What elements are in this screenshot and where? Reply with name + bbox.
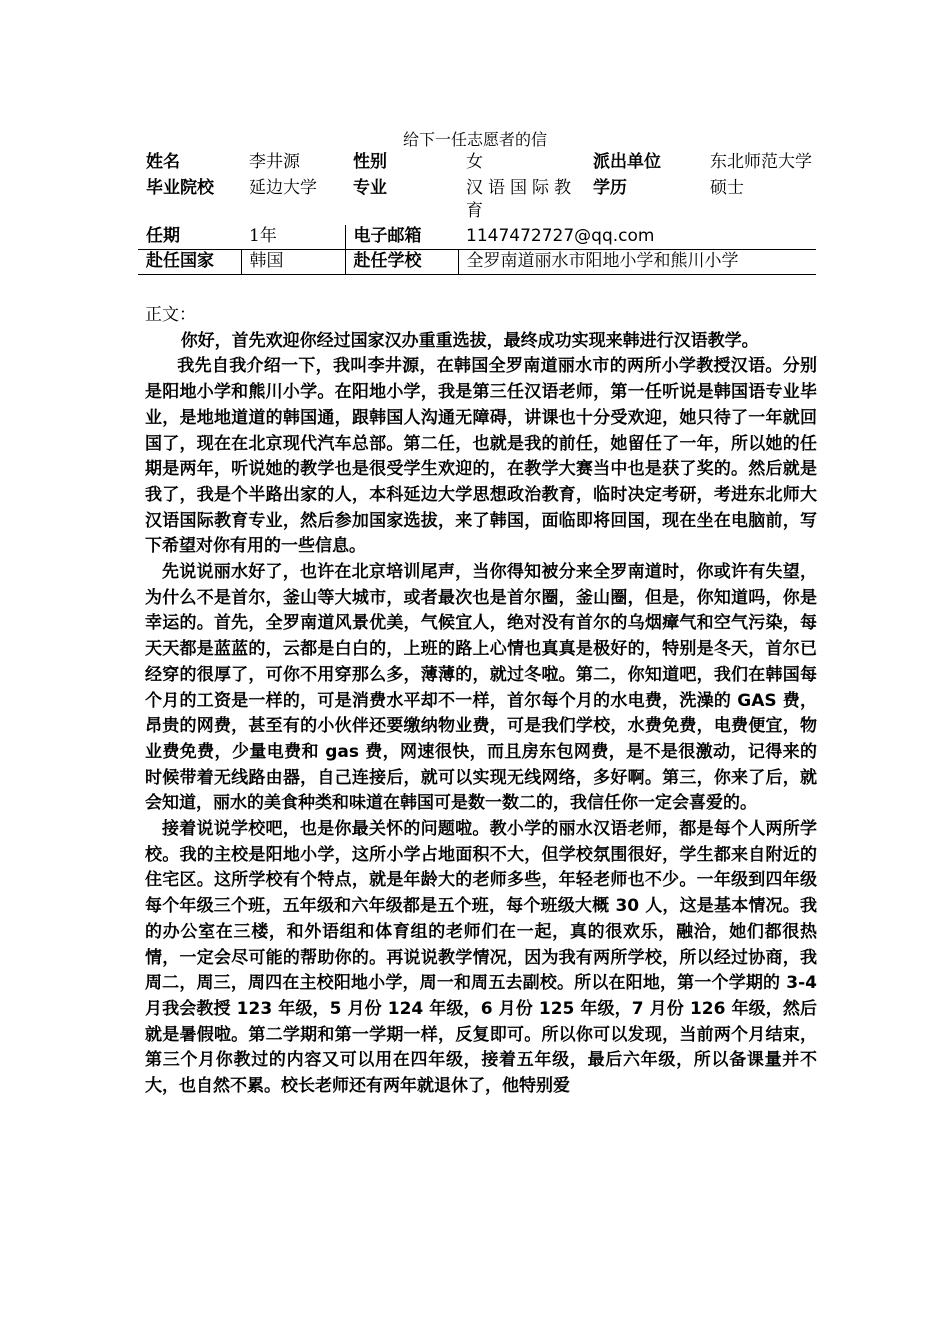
email-value: 1147472727@qq.com xyxy=(458,225,816,250)
school-label: 毕业院校 xyxy=(146,178,214,198)
info-row xyxy=(138,150,816,176)
post-value: 全罗南道丽水市阳地小学和熊川小学 xyxy=(458,250,816,275)
school-value: 延边大学 xyxy=(249,178,317,198)
paragraph-school: 接着说说学校吧，也是你最关怀的问题啦。教小学的丽水汉语老师，都是每个人两所学校。我的主校是阳地小学，这所小学占地面积不大，但学校氛围很好，学生都来自附近的住宅区。这所学校有个特点，就是年龄大的老师多些，年轻老师也不少。一年级到四年级每个年级三个班，五年级和六年级都是五个班，每个班级大概 30 人，这是基本情况。我的办公室在三楼，和外语组和体育组的老师们在一起，真的很欢乐，融洽，她们都很热情，一定会尽可能的帮助你的。再说说教学情况，因为我有两所学校，所以经过协商，我周二，周三，周四在主校阳地小学，周一和周五去副校。所以在阳地，第一个学期的 3-4 月我会教授 123 年级，5 月份 124 年级，6 月份 125 年级，7 月份 126 年级，然后就是暑假啦。第二学期和第一学期一样，反复即可。所以你可以发现，当前两个月结束，第三个月你教过的内容又可以用在四年级，接着五年级，最后六年级，所以备课量并不大，也自然不累。校长老师还有两年就退休了，他特别爱 xyxy=(145,819,817,1097)
country-label: 赴任国家 xyxy=(138,250,241,275)
info-row xyxy=(138,250,816,275)
volunteer-info-table xyxy=(138,150,816,275)
document-title: 给下一任志愿者的信 xyxy=(402,130,547,149)
major-value: 汉语国际教育 xyxy=(466,178,576,221)
degree-value: 硕士 xyxy=(710,178,744,198)
paragraph-greeting: 你好，首先欢迎你经过国家汉办重重选拔，最终成功实现来韩进行汉语教学。 xyxy=(180,330,759,351)
degree-label: 学历 xyxy=(593,178,627,198)
unit-value: 东北师范大学 xyxy=(710,152,812,172)
email-label: 电子邮箱 xyxy=(345,225,458,250)
post-label: 赴任学校 xyxy=(345,250,458,275)
info-row xyxy=(138,176,816,225)
name-value: 李井源 xyxy=(249,152,300,172)
paragraph-yeosu: 先说说丽水好了，也许在北京培训尾声，当你得知被分来全罗南道时，你或许有失望，为什么不是首尔，釜山等大城市，或者最次也是首尔圈，釜山圈，但是，你知道吗，你是幸运的。首先，全罗南道风景优美，气候宜人，绝对没有首尔的乌烟瘴气和空气污染，每天天都是蓝蓝的，云都是白白的，上班的路上心情也真真是极好的，特别是冬天，首尔已经穿的很厚了，可你不用穿那么多，薄薄的，就过冬啦。第二，你知道吧，我们在韩国每个月的工资是一样的，可是消费水平却不一样，首尔每个月的水电费，洗澡的 GAS 费，昂贵的网费，甚至有的小伙伴还要缴纳物业费，可是我们学校，水费免费，电费便宜，物业费免费，少量电费和 gas 费，网速很快，而且房东包网费，是不是很激动，记得来的时候带着无线路由器，自己连接后，就可以实现无线网络，多好啊。第三，你来了后，就会知道，丽水的美食种类和味道在韩国可是数一数二的，我信任你一定会喜爱的。 xyxy=(145,562,817,814)
term-label: 任期 xyxy=(138,225,241,250)
letter-body xyxy=(145,303,817,1100)
major-label: 专业 xyxy=(353,178,387,198)
info-row xyxy=(138,225,816,250)
gender-label: 性别 xyxy=(353,152,387,172)
gender-value: 女 xyxy=(466,152,483,172)
unit-label: 派出单位 xyxy=(593,152,661,172)
term-value: 1年 xyxy=(241,225,345,250)
paragraph-self-intro: 我先自我介绍一下，我叫李井源，在韩国全罗南道丽水市的两所小学教授汉语。分别是阳地小学和熊川小学。在阳地小学，我是第三任汉语老师，第一任听说是韩国语专业毕业，是地地道道的韩国通，跟韩国人沟通无障碍，讲课也十分受欢迎，她只待了一年就回国了，现在在北京现代汽车总部。第二任，也就是我的前任，她留任了一年，所以她的任期是两年，听说她的教学也是很受学生欢迎的，在教学大赛当中也是获了奖的。然后就是我了，我是个半路出家的人，本科延边大学思想政治教育，临时决定考研，考进东北师大汉语国际教育专业，然后参加国家选拔，来了韩国，面临即将回国，现在坐在电脑前，写下希望对你有用的一些信息。 xyxy=(145,356,817,557)
name-label: 姓名 xyxy=(146,152,180,172)
country-value: 韩国 xyxy=(241,250,345,275)
body-heading: 正文： xyxy=(145,305,196,325)
